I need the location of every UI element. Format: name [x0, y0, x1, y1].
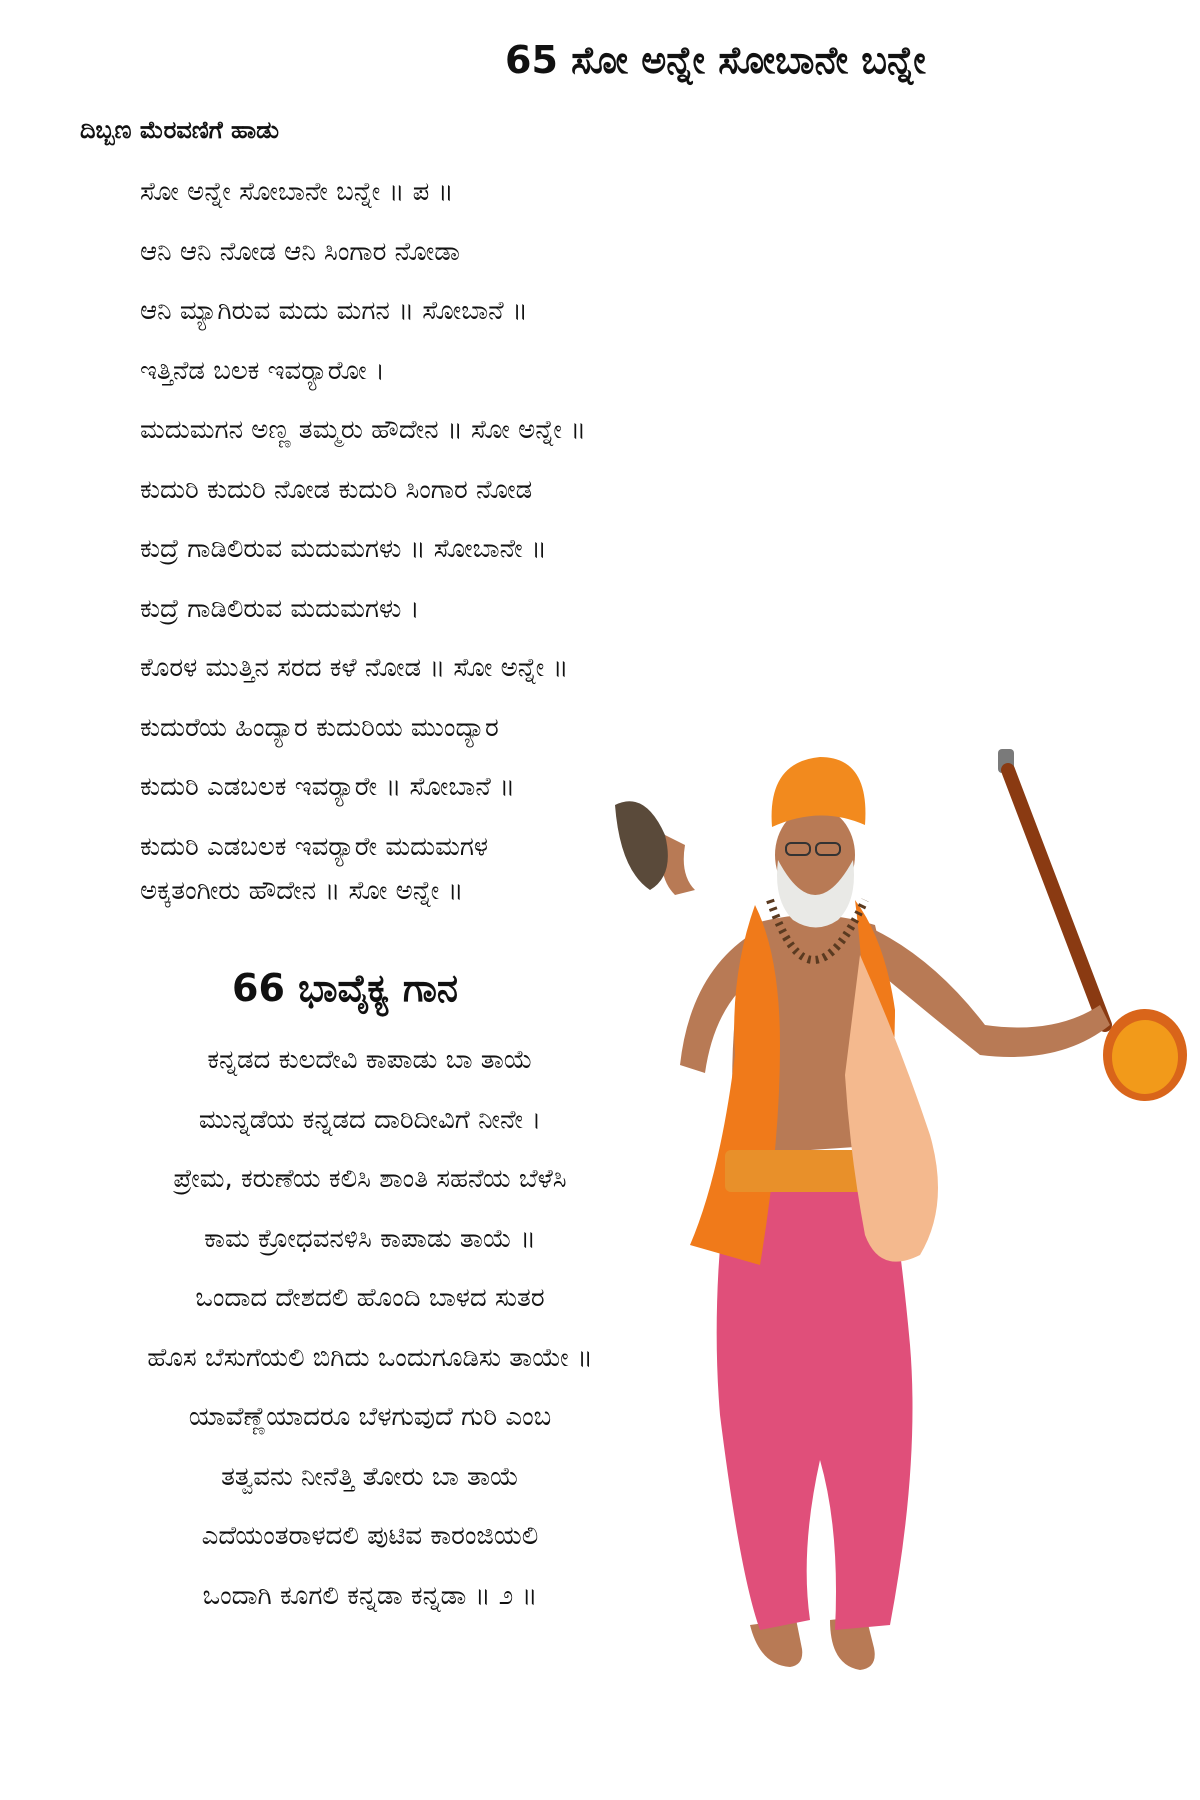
lyric-line: ಆನಿ ಆನಿ ನೋಡ ಆನಿ ಸಿಂಗಾರ ನೋಡಾ [140, 236, 460, 267]
lyric-line: ಕುದುರಿ ಎಡಬಲಕ ಇವರ್‍ಯಾರೇ ॥ ಸೋಬಾನೆ ॥ [140, 772, 515, 802]
lyric-line: ಕುದುರಿ ಎಡಬಲಕ ಇವರ್‍ಯಾರೇ ಮದುಮಗಳ [140, 831, 489, 862]
lyric-line: ಒಂದಾಗಿ ಕೂಗಲಿ ಕನ್ನಡಾ ಕನ್ನಡಾ ॥ ೨ ॥ [202, 1580, 538, 1611]
lyric-line: ಕುದುರೆಯ ಹಿಂದ್ಯಾರ ಕುದುರಿಯ ಮುಂದ್ಯಾರ [140, 712, 499, 743]
song-65-subheading: ದಿಬ್ಬಣ ಮೆರವಣಿಗೆ ಹಾಡು [80, 116, 280, 144]
drum-head [1112, 1020, 1178, 1094]
lyric-line: ತತ್ವವನು ನೀನೆತ್ತಿ ತೋರು ಬಾ ತಾಯೆ [221, 1461, 519, 1492]
lyric-line: ಕೊರಳ ಮುತ್ತಿನ ಸರದ ಕಳೆ ನೋಡ ॥ ಸೋ ಅನ್ನೇ ॥ [140, 653, 569, 683]
singer-figure-illustration [600, 735, 1200, 1695]
song-65-lyrics [140, 172, 586, 930]
lyric-line: ಕುದ್ರೆ ಗಾಡಿಲಿರುವ ಮದುಮಗಳು । [140, 593, 420, 624]
lyric-line: ಇತ್ತಿನೆಡ ಬಲಕ ಇವರ್‍ಯಾರೋ । [140, 355, 385, 386]
lyric-line: ಯಾವೆಣ್ಣೆಯಾದರೂ ಬೆಳಗುವುದೆ ಗುರಿ ಎಂಬ [188, 1402, 552, 1432]
lyric-line: ಮದುಮಗನ ಅಣ್ಣ ತಮ್ಮರು ಹೌದೇನ ॥ ಸೋ ಅನ್ನೇ ॥ [140, 415, 586, 445]
lyric-line: ಕಾಮ ಕ್ರೋಧವನಳಿಸಿ ಕಾಪಾಡು ತಾಯೆ ॥ [204, 1223, 536, 1254]
staff-rod [1008, 770, 1105, 1025]
song-65-title: 65 ಸೋ ಅನ್ನೇ ಸೋಬಾನೇ ಬನ್ನೇ [505, 38, 926, 82]
lyric-line: ಒಂದಾದ ದೇಶದಲಿ ಹೊಂದಿ ಬಾಳದ ಸುತರ [195, 1283, 545, 1313]
lyric-line: ಮುನ್ನಡೆಯ ಕನ್ನಡದ ದಾರಿದೀವಿಗೆ ನೀನೇ । [198, 1104, 542, 1135]
lyric-line: ಸೋ ಅನ್ನೇ ಸೋಬಾನೇ ಬನ್ನೇ ॥ ಪ ॥ [140, 177, 454, 207]
lyric-line: ಕನ್ನಡದ ಕುಲದೇವಿ ಕಾಪಾಡು ಬಾ ತಾಯೆ [207, 1045, 533, 1075]
lyric-line: ಪ್ರೇಮ, ಕರುಣೆಯ ಕಲಿಸಿ ಶಾಂತಿ ಸಹನೆಯ ಬೆಳೆಸಿ [173, 1164, 567, 1194]
lyric-line: ಹೊಸ ಬೆಸುಗೆಯಲಿ ಬಿಗಿದು ಒಂದುಗೂಡಿಸು ತಾಯೇ ॥ [147, 1342, 593, 1373]
lyric-line: ಕುದುರಿ ಕುದುರಿ ನೋಡ ಕುದುರಿ ಸಿಂಗಾರ ನೋಡ [140, 474, 533, 505]
song-66-title: 66 ಭಾವೈಕ್ಯ ಗಾನ [232, 966, 459, 1010]
lyric-line: ಕುದ್ರೆ ಗಾಡಿಲಿರುವ ಮದುಮಗಳು ॥ ಸೋಬಾನೇ ॥ [140, 534, 547, 564]
cymbal-icon [615, 801, 668, 890]
lyric-line: ಎದೆಯಂತರಾಳದಲಿ ಪುಟಿವ ಕಾರಂಜಿಯಲಿ [201, 1521, 539, 1551]
lyric-line: ಅಕ್ಕತಂಗೀರು ಹೌದೇನ ॥ ಸೋ ಅನ್ನೇ ॥ [140, 875, 464, 906]
song-66-lyrics [60, 1040, 680, 1635]
lyric-line: ಆನಿ ಮ್ಯಾಗಿರುವ ಮದು ಮಗನ ॥ ಸೋಬಾನೆ ॥ [140, 296, 528, 326]
